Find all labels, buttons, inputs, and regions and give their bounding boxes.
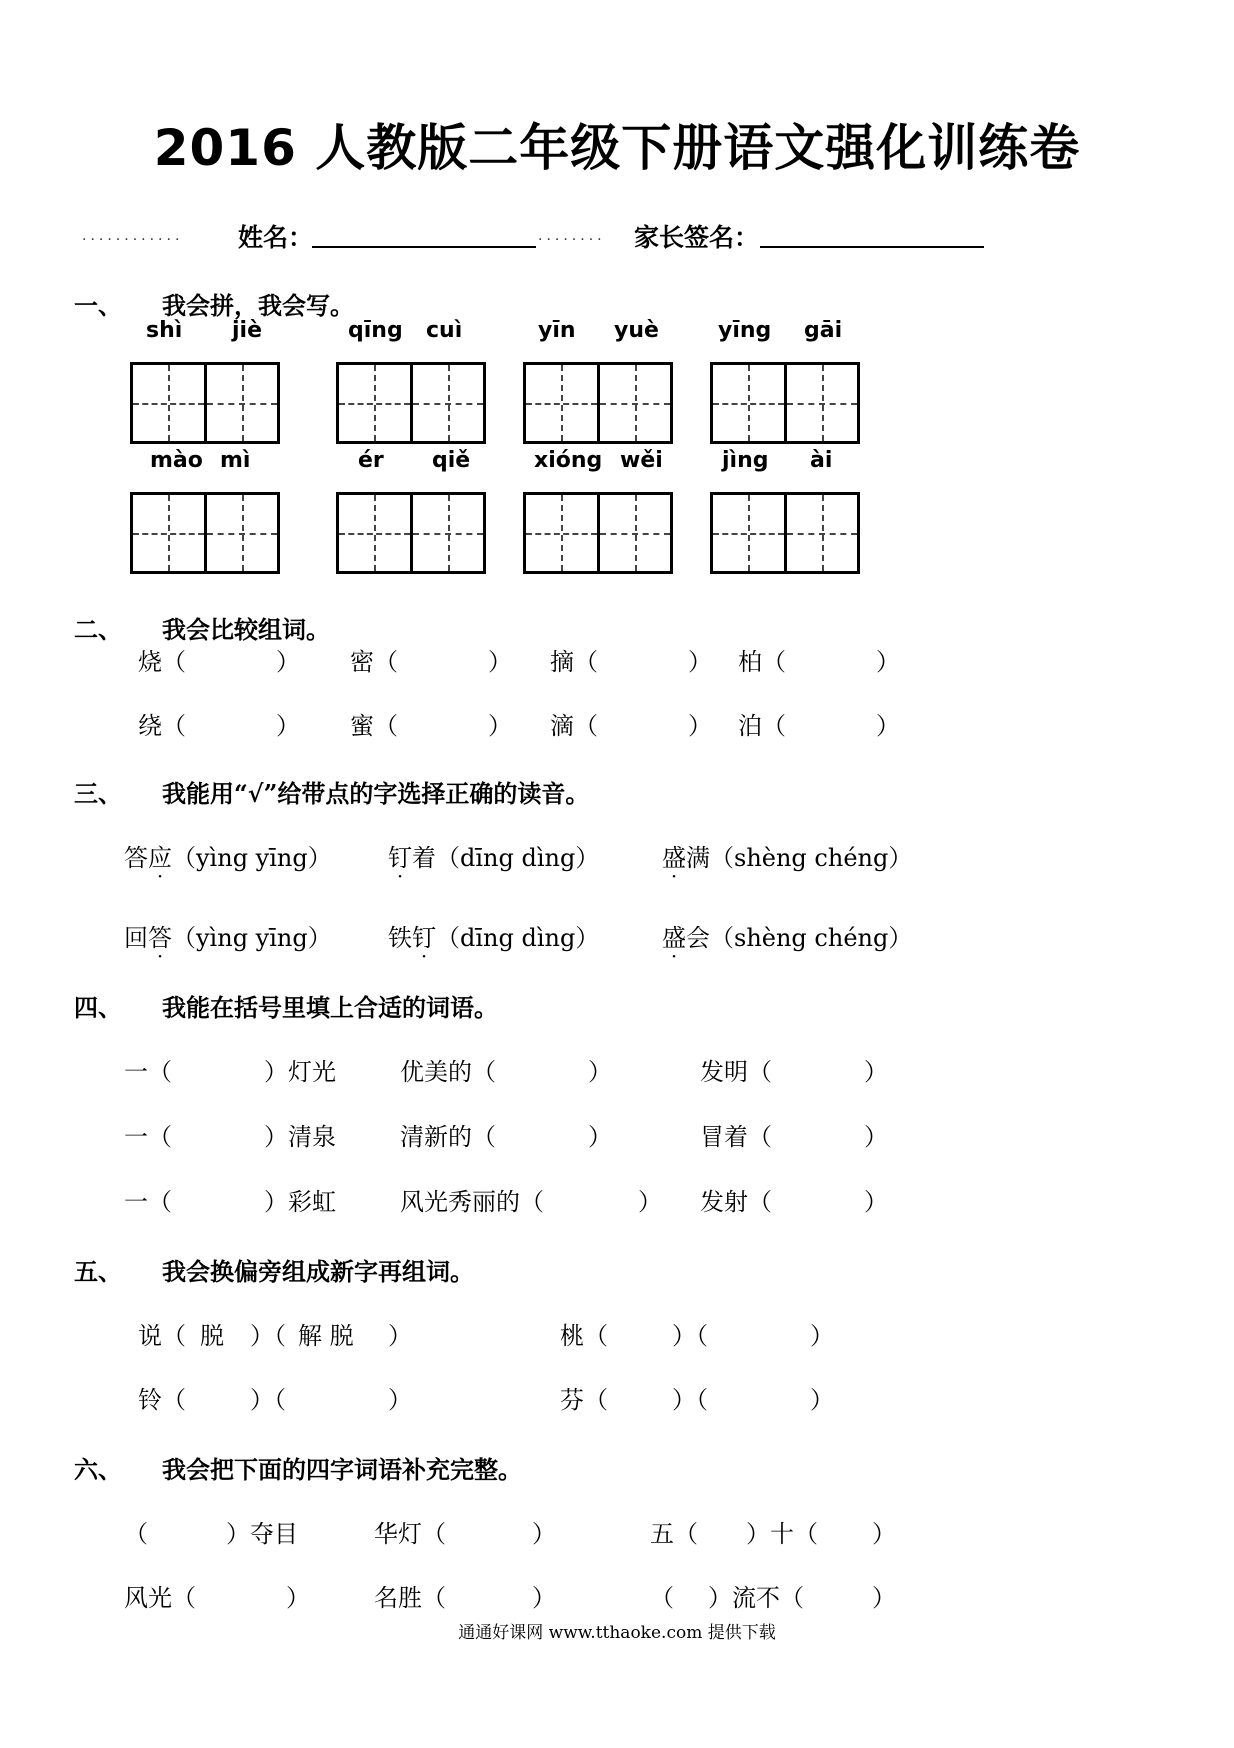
section-6-number: 六、: [74, 1455, 122, 1484]
example-answer: 脱: [200, 1322, 224, 1350]
writing-grid[interactable]: [130, 492, 280, 574]
word-prompt: 烧（: [138, 648, 186, 676]
writing-grid[interactable]: [130, 362, 280, 444]
bracket-close: ）: [488, 648, 512, 676]
idiom-item: （: [650, 1584, 674, 1612]
writing-grid[interactable]: [710, 492, 860, 574]
word-prompt: 滴（: [550, 712, 598, 740]
dotted-char: 盛: [662, 924, 686, 952]
section-1-number: 一、: [74, 291, 122, 320]
pinyin: qiě: [432, 448, 471, 473]
fill-item: ）: [588, 1123, 612, 1151]
radical-item: ）（: [250, 1322, 286, 1350]
pinyin: ài: [810, 448, 833, 473]
pinyin: xióng: [534, 448, 603, 473]
pinyin: yuè: [614, 318, 659, 343]
fill-item: 优美的（: [400, 1058, 496, 1086]
writing-grid[interactable]: [523, 492, 673, 574]
radical-item: ）: [388, 1322, 412, 1350]
reading-item[interactable]: [124, 838, 332, 873]
section-6-title: 我会把下面的四字词语补充完整。: [162, 1455, 522, 1484]
pinyin: mào: [150, 448, 203, 473]
section-2-title: 我会比较组词。: [162, 615, 330, 644]
bracket-close: ）: [276, 712, 300, 740]
footer-credit: 通通好课网 www.tthaoke.com 提供下载: [458, 1623, 776, 1643]
reading-item[interactable]: [662, 918, 912, 953]
dotted-char: 钉: [412, 924, 436, 952]
idiom-item: ）十（: [746, 1520, 818, 1548]
idiom-item: ）: [286, 1584, 310, 1612]
dotted-char: 应: [148, 844, 172, 872]
fill-item: 发明（: [700, 1058, 772, 1086]
radical-item: ）: [388, 1386, 412, 1414]
fill-item: 清新的（: [400, 1123, 496, 1151]
dotted-char: 答: [148, 924, 172, 952]
dot-leader: ........: [538, 228, 606, 244]
dotted-char: 盛: [662, 844, 686, 872]
radical-item: ）（: [250, 1386, 286, 1414]
pinyin: ér: [358, 448, 384, 473]
section-3-title: 我能用“√”给带点的字选择正确的读音。: [162, 779, 590, 808]
word-prompt: 密（: [350, 648, 398, 676]
idiom-item: 名胜（: [374, 1584, 446, 1612]
pinyin: shì: [146, 318, 183, 343]
pinyin-options: （dīng dìng）: [436, 844, 600, 872]
writing-grid[interactable]: [523, 362, 673, 444]
fill-item: ）清泉: [264, 1123, 336, 1151]
fill-item: ）: [588, 1058, 612, 1086]
pinyin: yīn: [538, 318, 576, 343]
section-5-number: 五、: [74, 1257, 122, 1286]
radical-item: ）（: [672, 1386, 708, 1414]
idiom-item: ）: [872, 1584, 896, 1612]
section-4-title: 我能在括号里填上合适的词语。: [162, 993, 498, 1022]
pinyin-options: （yìng yīng）: [172, 924, 332, 952]
word-prompt: 摘（: [550, 648, 598, 676]
idiom-item: 五（: [650, 1520, 698, 1548]
name-field[interactable]: [312, 246, 536, 248]
fill-item: ）彩虹: [264, 1188, 336, 1216]
char: 答: [124, 844, 148, 872]
bracket-close: ）: [876, 648, 900, 676]
reading-item[interactable]: [388, 838, 599, 873]
section-5-title: 我会换偏旁组成新字再组词。: [162, 1257, 474, 1286]
pinyin: wěi: [620, 448, 663, 473]
pinyin-options: （shèng chéng）: [710, 924, 913, 952]
idiom-item: （: [124, 1520, 148, 1548]
pinyin: mì: [220, 448, 251, 473]
fill-item: 一（: [124, 1123, 172, 1151]
fill-item: 一（: [124, 1058, 172, 1086]
writing-grid[interactable]: [336, 492, 486, 574]
fill-item: 风光秀丽的（: [400, 1188, 544, 1216]
fill-item: ）: [864, 1058, 888, 1086]
char: 满: [686, 844, 710, 872]
name-label: 姓名：: [238, 223, 314, 252]
bracket-close: ）: [488, 712, 512, 740]
dotted-char: 钉: [388, 844, 412, 872]
radical-item: 芬（: [560, 1386, 608, 1414]
bracket-close: ）: [276, 648, 300, 676]
section-3-number: 三、: [74, 779, 122, 808]
idiom-item: 华灯（: [374, 1520, 446, 1548]
pinyin: jiè: [232, 318, 263, 343]
section-1-title: 我会拼，我会写。: [162, 291, 354, 320]
reading-item[interactable]: [388, 918, 599, 953]
section-4-number: 四、: [74, 993, 122, 1022]
word-prompt: 柏（: [738, 648, 786, 676]
char: 回: [124, 924, 148, 952]
writing-grid[interactable]: [336, 362, 486, 444]
example-answer: 解 脱: [298, 1322, 354, 1350]
section-2-number: 二、: [74, 615, 122, 644]
idiom-item: ）: [872, 1520, 896, 1548]
word-prompt: 泊（: [738, 712, 786, 740]
idiom-item: ）夺目: [226, 1520, 298, 1548]
word-prompt: 绕（: [138, 712, 186, 740]
radical-item: 铃（: [138, 1386, 186, 1414]
pinyin: jìng: [722, 448, 769, 473]
pinyin-options: （yìng yīng）: [172, 844, 332, 872]
pinyin: cuì: [426, 318, 463, 343]
reading-item[interactable]: [124, 918, 332, 953]
char: 会: [686, 924, 710, 952]
page-title: 2016 人教版二年级下册语文强化训练卷: [153, 119, 1081, 177]
fill-item: 冒着（: [700, 1123, 772, 1151]
fill-item: ）灯光: [264, 1058, 336, 1086]
bracket-close: ）: [876, 712, 900, 740]
fill-item: ）: [864, 1123, 888, 1151]
idiom-item: ）流不（: [708, 1584, 804, 1612]
pinyin-options: （dīng dìng）: [436, 924, 600, 952]
pinyin: qīng: [348, 318, 403, 343]
radical-item: 桃（: [560, 1322, 608, 1350]
pinyin: yīng: [718, 318, 772, 343]
pinyin-options: （shèng chéng）: [710, 844, 913, 872]
writing-grid[interactable]: [710, 362, 860, 444]
reading-item[interactable]: [662, 838, 912, 873]
char: 铁: [388, 924, 412, 952]
bracket-close: ）: [688, 712, 712, 740]
pinyin: gāi: [804, 318, 843, 343]
parent-signature-label: 家长签名：: [634, 223, 760, 252]
idiom-item: 风光（: [124, 1584, 196, 1612]
radical-item: ）: [810, 1322, 834, 1350]
fill-item: 发射（: [700, 1188, 772, 1216]
idiom-item: ）: [532, 1520, 556, 1548]
radical-item: ）: [810, 1386, 834, 1414]
fill-item: ）: [864, 1188, 888, 1216]
fill-item: 一（: [124, 1188, 172, 1216]
radical-item: 说（: [138, 1322, 186, 1350]
idiom-item: ）: [532, 1584, 556, 1612]
fill-item: ）: [638, 1188, 662, 1216]
radical-item: ）（: [672, 1322, 708, 1350]
dot-leader: ............: [82, 228, 184, 244]
word-prompt: 蜜（: [350, 712, 398, 740]
char: 着: [412, 844, 436, 872]
parent-signature-field[interactable]: [760, 246, 984, 248]
bracket-close: ）: [688, 648, 712, 676]
